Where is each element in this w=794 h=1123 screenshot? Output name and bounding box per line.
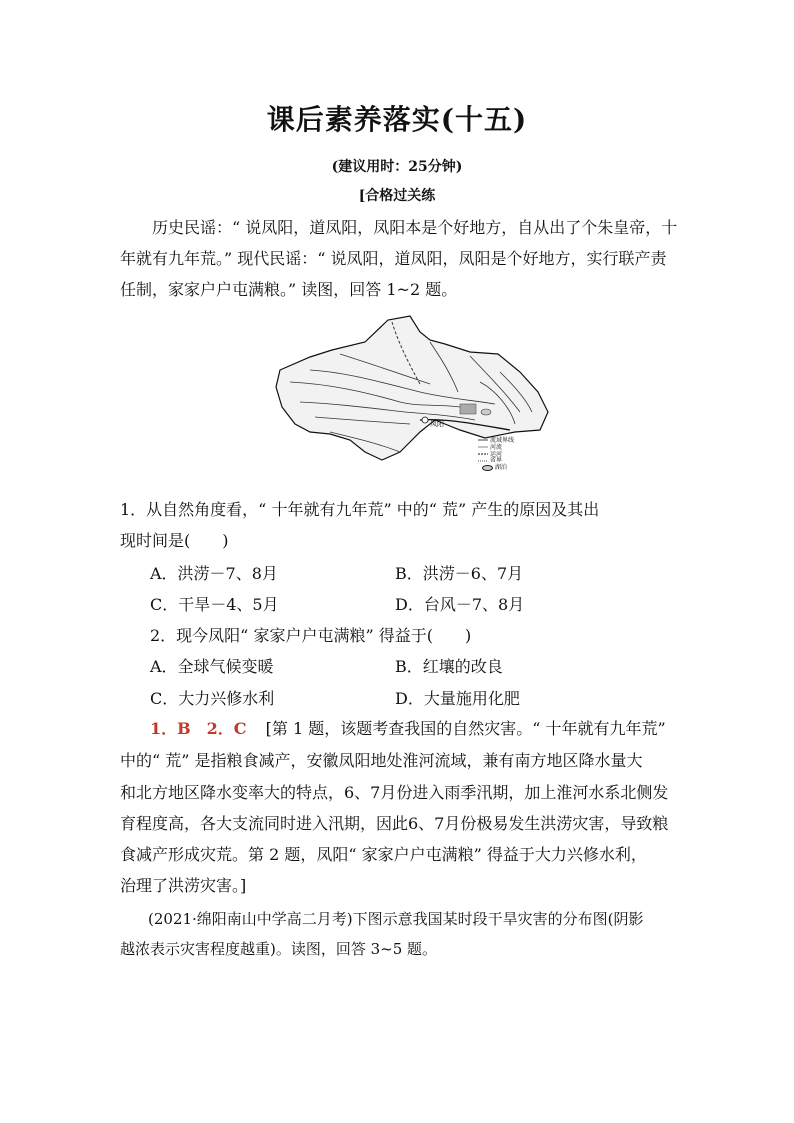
fengyang-watershed-map bbox=[270, 312, 560, 471]
intro-paragraph: 历史民谣：“ 说凤阳，道凤阳，凤阳本是个好地方，自从出了个朱皇帝，十年就有九年荒。” 现代民谣：“ 说凤阳，道凤阳，凤阳是个好地方，实行联产责任制，家家户户屯满粮。” 读图，回答 1~2 题。 bbox=[120, 218, 678, 299]
answer-key: 1．B 2．C bbox=[150, 719, 247, 738]
q2-option-c: C．大力兴修水利 bbox=[150, 689, 275, 708]
answer-line3: 和北方地区降水变率大的特点，6、7月份进入雨季汛期，加上淮河水系北侧发 bbox=[120, 783, 669, 802]
q1-stem-line1: 1．从自然角度看，“ 十年就有九年荒” 中的“ 荒” 产生的原因及其出 bbox=[120, 500, 600, 519]
legend-province-border: 省界 bbox=[490, 457, 503, 462]
q2-option-d: D．大量施用化肥 bbox=[395, 689, 520, 708]
page-title: 课后素养落实(十五) bbox=[266, 103, 528, 136]
legend-canal: 运河 bbox=[490, 451, 503, 458]
map-place-label: 凤阳 bbox=[430, 420, 444, 428]
map-legend bbox=[478, 436, 514, 462]
q1-option-c: C．干旱－4、5月 bbox=[150, 595, 279, 614]
q2-option-a: A．全球气候变暖 bbox=[150, 657, 274, 676]
section-label: [合格过关练 bbox=[358, 188, 436, 204]
next-intro-line1: (2021·绵阳南山中学高二月考)下图示意我国某时段干旱灾害的分布图(阴影 bbox=[148, 910, 644, 928]
answer-line4: 育程度高，各大支流同时进入汛期，因此6、7月份极易发生洪涝灾害，导致粮 bbox=[120, 814, 669, 833]
q2-stem: 2．现今凤阳“ 家家户户屯满粮” 得益于( ) bbox=[150, 626, 472, 645]
answer-line2: 中的“ 荒” 是指粮食减产，安徽凤阳地处淮河流域，兼有南方地区降水量大 bbox=[120, 751, 643, 770]
answer-line6: 治理了洪涝灾害。] bbox=[120, 876, 247, 895]
q2-option-b: B．红壤的改良 bbox=[395, 657, 503, 676]
legend-lake: 湖泊 bbox=[494, 464, 507, 471]
answer-line5: 食减产形成灾荒。第 2 题，凤阳“ 家家户户屯满粮” 得益于大力兴修水利， bbox=[120, 845, 647, 864]
q1-option-b: B．洪涝－6、7月 bbox=[395, 564, 524, 583]
q1-option-d: D．台风－7、8月 bbox=[395, 595, 525, 614]
next-intro-line2: 越浓表示灾害程度越重)。读图，回答 3~5 题。 bbox=[120, 940, 438, 958]
answer-text-line1: [第 1 题，该题考查我国的自然灾害。“ 十年就有九年荒” bbox=[265, 719, 666, 738]
q1-option-a: A．洪涝－7、8月 bbox=[150, 564, 278, 583]
time-note: (建议用时：25分钟) bbox=[331, 159, 463, 175]
lake-symbol-icon bbox=[482, 465, 493, 471]
answer-line1 bbox=[150, 716, 680, 739]
legend-river: 河流 bbox=[490, 444, 503, 451]
legend-basin-boundary: 流域界线 bbox=[490, 437, 515, 444]
q1-stem-line2: 现时间是( ) bbox=[120, 531, 229, 550]
